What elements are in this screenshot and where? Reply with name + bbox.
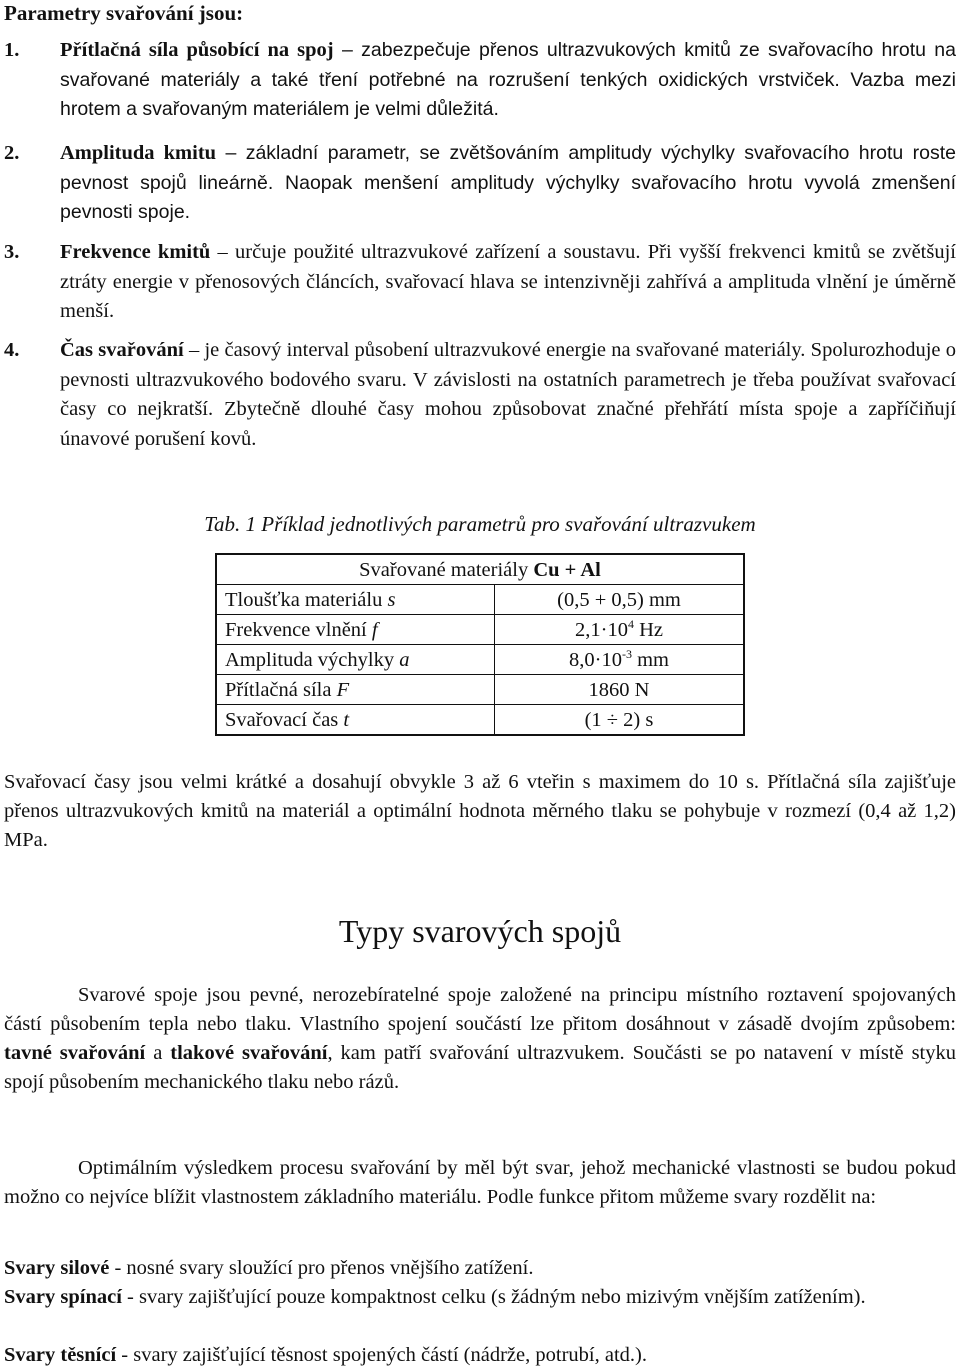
symbol: a xyxy=(399,648,410,671)
list-item xyxy=(4,336,956,454)
text-run: , kam patří svařování ultrazvukem. Součásti se po natavení v místě styku spojí působením mechanického tlaku nebo rázů. xyxy=(4,1042,956,1093)
text-run: a xyxy=(145,1042,171,1064)
definition-text: - svary zajišťující pouze kompaktnost celku (s žádným nebo mizivým vnějším zatížením). xyxy=(121,1286,866,1308)
paragraph-optimal-result: Optimálním výsledkem procesu svařování by měl být svar, jehož mechanické vlastnosti se budou pokud možno co nejvíce blížit vlastnostem základního materiálu. Podle funkce přitom můžeme svary rozdělit na: xyxy=(4,1157,956,1208)
definition-item xyxy=(4,1283,956,1312)
table-row xyxy=(216,585,744,615)
label-text: Tloušťka materiálu xyxy=(225,588,388,611)
list-text xyxy=(60,36,956,125)
list-description: – zabezpečuje přenos ultrazvukových kmitů ze svařovacího hrotu na svařované materiály a také tření potřebné na rozrušení tenkých oxidických vrstviček. Vazba mezi hrotem a svařovaným materiálem je velmi důležitá. xyxy=(60,39,956,120)
paragraph-weld-joints xyxy=(4,981,956,1097)
text-run: Svarové spoje jsou pevné, nerozebíratelné spoje založené na principu místního roztavení spojovaných částí působením tepla nebo tlaku. Vlastního spojení součástí lze přitom dosáhnout v zásadě dvojím způsobem: xyxy=(4,984,956,1035)
definition-term: Svary těsnící xyxy=(4,1344,117,1366)
value-exponent: -3 xyxy=(621,646,632,661)
label-text: Přítlačná síla xyxy=(225,678,337,701)
paragraph-welding-times: Svařovací časy jsou velmi krátké a dosahují obvykle 3 až 6 vteřin s maximem do 10 s. Přítlačná síla zajišťuje přenos ultrazvukových kmitů na materiál a optimální hodnota měrného tlaku se pohybuje v rozmezí (0,4 až 1,2) MPa. xyxy=(4,771,956,851)
symbol: t xyxy=(343,708,350,731)
definition-term: Svary spínací xyxy=(4,1286,122,1308)
list-number: 3. xyxy=(4,241,20,263)
list-term: Přítlačná síla působící na spoj xyxy=(60,39,334,61)
table-row xyxy=(216,675,744,705)
symbol: f xyxy=(371,618,378,641)
parameters-table xyxy=(215,553,745,736)
row-label xyxy=(216,615,495,645)
list-term: Frekvence kmitů xyxy=(60,241,211,263)
label-text: Frekvence vlnění xyxy=(225,618,372,641)
row-value: (0,5 + 0,5) mm xyxy=(495,585,745,615)
symbol: F xyxy=(336,678,350,701)
list-term: Čas svařování xyxy=(60,339,184,361)
row-label xyxy=(216,585,495,615)
value-unit: mm xyxy=(631,648,669,671)
section-heading-parameters: Parametry svařování jsou: xyxy=(4,1,244,25)
header-materials: Cu + Al xyxy=(533,558,601,581)
list-number: 1. xyxy=(4,39,20,61)
definition-item xyxy=(4,1341,956,1370)
header-prefix: Svařované materiály xyxy=(359,558,534,581)
list-term: Amplituda kmitu xyxy=(60,142,217,164)
table-row xyxy=(216,705,744,736)
list-description: – určuje použité ultrazvukové zařízení a soustavu. Při vyšší frekvenci kmitů se zvětšují ztráty energie v přenosových článcích, svařovací hlava se intenzivněji zahřívá a amplituda vlnění je úměrně menší. xyxy=(60,241,956,322)
list-description: – základní parametr, se zvětšováním amplitudy výchylky svařovacího hrotu roste pevnost spojů lineárně. Naopak menšení amplitudy výchylky svařovacího hrotu vyvolá zmenšení pevnosti spoje. xyxy=(60,142,956,223)
list-item xyxy=(4,36,956,125)
list-item xyxy=(4,139,956,228)
page-title-weld-types: Typy svarových spojů xyxy=(338,913,622,949)
row-value xyxy=(495,615,745,645)
row-value xyxy=(495,645,745,675)
definition-item xyxy=(4,1254,956,1283)
label-text: Svařovací čas xyxy=(225,708,344,731)
symbol: s xyxy=(387,588,396,611)
list-number: 4. xyxy=(4,339,20,361)
list-text xyxy=(60,336,956,454)
definition-term: Svary silové xyxy=(4,1257,110,1279)
definition-text: - svary zajišťující těsnost spojených částí (nádrže, potrubí, atd.). xyxy=(116,1344,647,1366)
definition-text: - nosné svary sloužící pro přenos vnějšího zatížení. xyxy=(109,1257,534,1279)
value-base: 8,0·10 xyxy=(569,648,622,671)
list-text xyxy=(60,139,956,228)
value-unit: Hz xyxy=(633,618,663,641)
table-row xyxy=(216,615,744,645)
row-value: 1860 N xyxy=(495,675,745,705)
term-pressure-welding: tlakové svařování xyxy=(170,1042,328,1064)
row-label xyxy=(216,675,495,705)
row-label xyxy=(216,705,495,736)
table-header-cell xyxy=(216,554,744,585)
list-item xyxy=(4,238,956,327)
value-base: 2,1·10 xyxy=(575,618,628,641)
table-header-row xyxy=(216,554,744,585)
list-description: – je časový interval působení ultrazvukové energie na svařované materiály. Spolurozhoduje o pevnosti ultrazvukového bodového svaru. V závislosti na ostatních parametrech je třeba používat svařovací časy co nejkratší. Zbytečně dlouhé časy mohou způsobovat značné přehřátí místa spoje a zapříčiňují únavové porušení kovů. xyxy=(60,339,956,450)
term-fusion-welding: tavné svařování xyxy=(4,1042,146,1064)
list-number: 2. xyxy=(4,142,20,164)
row-value: (1 ÷ 2) s xyxy=(495,705,745,736)
value-exponent: 4 xyxy=(627,616,634,631)
row-label xyxy=(216,645,495,675)
table-row xyxy=(216,645,744,675)
table-caption: Tab. 1 Příklad jednotlivých parametrů pro svařování ultrazvukem xyxy=(204,512,756,536)
label-text: Amplituda výchylky xyxy=(225,648,400,671)
list-text xyxy=(60,238,956,327)
